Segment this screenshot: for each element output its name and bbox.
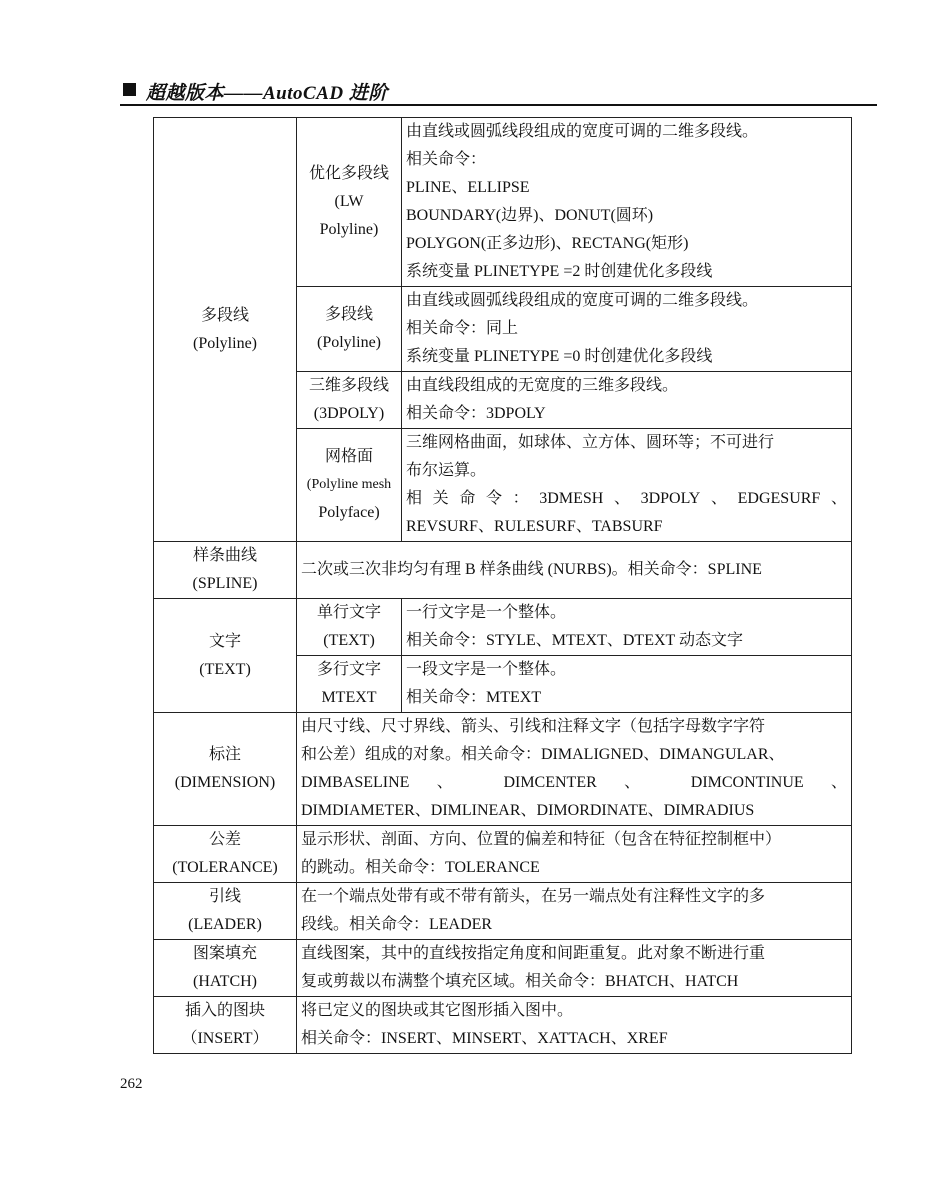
spline-desc: [297, 542, 852, 599]
desc-line: POLYGON(正多边形)、RECTANG(矩形): [406, 235, 689, 252]
table-row: [154, 826, 852, 883]
text-cell: [154, 599, 297, 713]
desc-line: DIMBASELINE 、 DIMCENTER 、 DIMCONTINUE 、: [301, 774, 847, 791]
cell-label: 多段线: [324, 306, 373, 323]
desc-line: 相关命令：MTEXT: [406, 689, 542, 706]
desc-line: 相关命令：STYLE、MTEXT、DTEXT 动态文字: [406, 632, 744, 649]
desc-line: 一行文字是一个整体。: [406, 604, 567, 621]
lw-polyline-desc: [402, 118, 852, 287]
cell-label: 网格面: [324, 448, 373, 465]
desc-line: 显示形状、剖面、方向、位置的偏差和特征（包含在特征控制框中）: [301, 831, 782, 848]
desc-line: 二次或三次非均匀有理 B 样条曲线 (NURBS)。相关命令：SPLINE: [301, 561, 762, 578]
mesh-desc: [402, 429, 852, 542]
cell-label: 样条曲线: [192, 547, 257, 564]
tolerance-desc: [297, 826, 852, 883]
hatch-desc: [297, 940, 852, 997]
desc-line: 相关命令：: [406, 151, 487, 168]
leader-desc: [297, 883, 852, 940]
cell-label-en: (DIMENSION): [174, 774, 276, 791]
cell-label: 标注: [208, 746, 241, 763]
cell-label-en: (HATCH): [193, 973, 257, 990]
desc-line: 由尺寸线、尺寸界线、箭头、引线和注释文字（包括字母数字字符: [301, 718, 766, 735]
page-number: 262: [120, 1076, 143, 1092]
spline-cell: [154, 542, 297, 599]
polyline-sub-cell: [297, 287, 402, 372]
dimension-desc: [297, 713, 852, 826]
polyline-cell: [154, 118, 297, 542]
desc-line: 在一个端点处带有或不带有箭头，在另一端点处有注释性文字的多: [301, 888, 766, 905]
leader-cell: [154, 883, 297, 940]
table-row: [154, 883, 852, 940]
multi-text-cell: [297, 656, 402, 713]
table-row: [154, 997, 852, 1054]
single-text-cell: [297, 599, 402, 656]
cell-label-en: (Polyline): [193, 334, 257, 352]
desc-line: 一段文字是一个整体。: [406, 661, 567, 678]
desc-line: DIMDIAMETER、DIMLINEAR、DIMORDINATE、DIMRADIUS: [301, 802, 755, 819]
cell-label: 文字: [208, 632, 241, 650]
cell-label-en: (3DPOLY): [313, 405, 385, 422]
desc-line: 由直线或圆弧线段组成的宽度可调的二维多段线。: [406, 123, 759, 140]
desc-line: 相关命令：INSERT、MINSERT、XATTACH、XREF: [301, 1030, 668, 1047]
desc-line: BOUNDARY(边界)、DONUT(圆环): [406, 207, 654, 224]
desc-line: 的跳动。相关命令：TOLERANCE: [301, 859, 540, 876]
cell-label-en: (Polyline mesh: [306, 477, 392, 492]
cell-label: 多段线: [200, 306, 249, 324]
multi-text-desc: [402, 656, 852, 713]
desc-line: 布尔运算。: [406, 462, 487, 479]
cell-label-en: (TOLERANCE): [172, 859, 278, 876]
table-row: [154, 713, 852, 826]
3dpoly-cell: [297, 372, 402, 429]
cell-label: 插入的图块: [184, 1002, 265, 1019]
cell-label-en: (Polyline): [317, 334, 381, 351]
desc-line: 直线图案，其中的直线按指定角度和间距重复。此对象不断进行重: [301, 945, 766, 962]
cell-label-en: （INSERT）: [181, 1030, 269, 1047]
desc-line: 由直线段组成的无宽度的三维多段线。: [406, 377, 679, 394]
cell-label: 优化多段线: [308, 165, 389, 182]
desc-line: 复或剪裁以布满整个填充区域。相关命令：BHATCH、HATCH: [301, 973, 739, 990]
cell-label: 单行文字: [316, 604, 381, 621]
object-type-table: [153, 117, 852, 1054]
desc-line: 和公差）组成的对象。相关命令：DIMALIGNED、DIMANGULAR、: [301, 746, 785, 763]
cell-label: 三维多段线: [308, 377, 389, 394]
desc-line: 将已定义的图块或其它图形插入图中。: [301, 1002, 574, 1019]
desc-line: 段线。相关命令：LEADER: [301, 916, 493, 933]
header-title: 超越版本——AutoCAD 进阶: [146, 83, 388, 104]
dimension-cell: [154, 713, 297, 826]
polyline-desc: [402, 287, 852, 372]
cell-label: 多行文字: [316, 661, 381, 678]
cell-label-en: (LEADER): [188, 916, 262, 933]
desc-line: 相关命令：3DPOLY: [406, 405, 546, 422]
mesh-cell: [297, 429, 402, 542]
cell-label-en: (LW: [334, 193, 364, 210]
desc-line: 系统变量 PLINETYPE =2 时创建优化多段线: [406, 263, 713, 280]
table-row: [154, 542, 852, 599]
desc-line: 三维网格曲面，如球体、立方体、圆环等；不可进行: [406, 434, 775, 451]
desc-line: 由直线或圆弧线段组成的宽度可调的二维多段线。: [406, 292, 759, 309]
header-rule: [120, 104, 877, 106]
cell-label-en: (SPLINE): [192, 575, 258, 592]
3dpoly-desc: [402, 372, 852, 429]
table-row: [154, 599, 852, 656]
lw-polyline-cell: [297, 118, 402, 287]
table-row: [154, 940, 852, 997]
header-bullet-icon: [123, 83, 136, 96]
running-header: [120, 78, 876, 104]
desc-line: 相关命令：3DMESH、3DPOLY、EDGESURF、: [406, 490, 847, 507]
tolerance-cell: [154, 826, 297, 883]
desc-line: 系统变量 PLINETYPE =0 时创建优化多段线: [406, 348, 713, 365]
desc-line: REVSURF、RULESURF、TABSURF: [406, 518, 663, 535]
insert-cell: [154, 997, 297, 1054]
cell-label-en: MTEXT: [321, 689, 377, 706]
cell-label: 公差: [208, 831, 241, 848]
desc-line: 相关命令：同上: [406, 320, 519, 337]
single-text-desc: [402, 599, 852, 656]
cell-label: 引线: [208, 888, 241, 905]
table-row: [154, 118, 852, 287]
insert-desc: [297, 997, 852, 1054]
cell-label-en: (TEXT): [199, 660, 251, 678]
cell-label: 图案填充: [192, 945, 257, 962]
cell-label-en: Polyline): [319, 221, 379, 238]
hatch-cell: [154, 940, 297, 997]
desc-line: PLINE、ELLIPSE: [406, 179, 530, 196]
cell-label-en: Polyface): [318, 504, 380, 521]
cell-label-en: (TEXT): [323, 632, 375, 649]
